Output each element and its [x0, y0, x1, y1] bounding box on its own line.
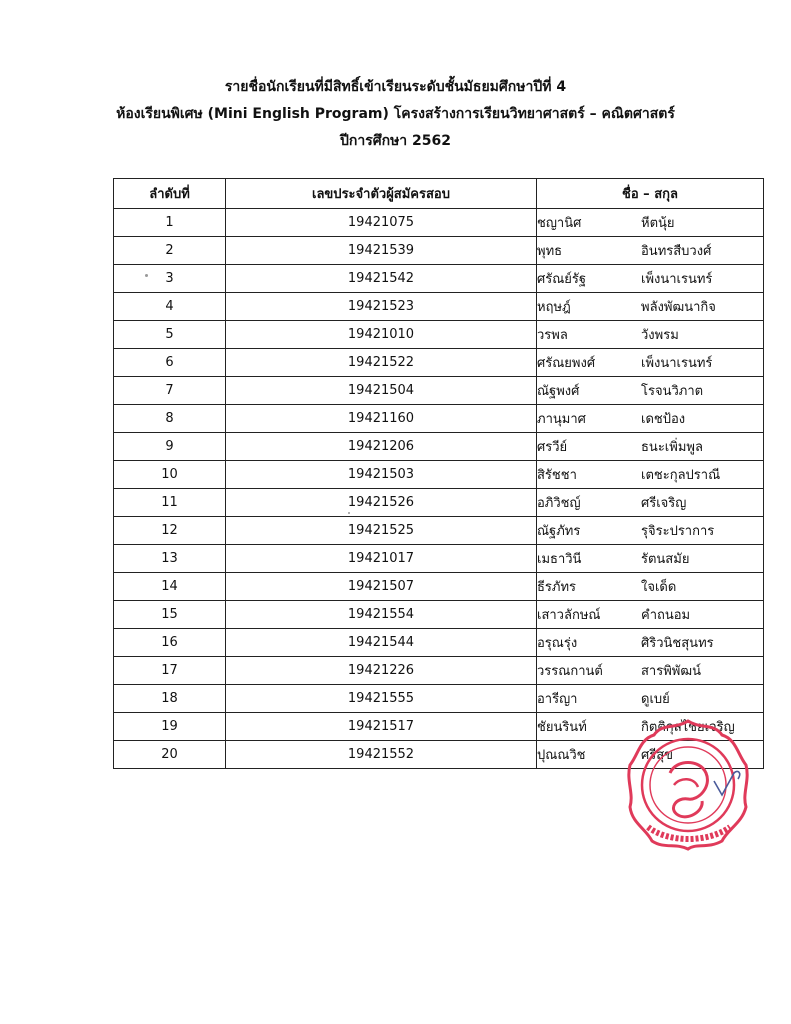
applicant-id: 19421522: [226, 349, 537, 377]
student-name: [537, 489, 764, 517]
last-name: เพ็งนาเรนทร์: [641, 356, 713, 371]
table-row: [114, 265, 764, 293]
student-name: [537, 657, 764, 685]
signature-icon: [714, 771, 740, 795]
table-row: [114, 433, 764, 461]
first-name: ศรัณยพงศ์: [537, 356, 596, 371]
row-number: 10: [114, 461, 226, 489]
row-number: 11: [114, 489, 226, 517]
document-title: รายชื่อนักเรียนที่มีสิทธิ์เข้าเรียนระดับชั้นมัธยมศึกษาปีที่ 4: [224, 79, 567, 95]
row-number: 14: [114, 573, 226, 601]
applicant-id: 19421504: [226, 377, 537, 405]
applicant-id: 19421206: [226, 433, 537, 461]
table-row: [114, 685, 764, 713]
applicant-id: 19421523: [226, 293, 537, 321]
row-number: 4: [114, 293, 226, 321]
row-number: 13: [114, 545, 226, 573]
first-name: สิรัชชา: [537, 468, 577, 483]
table-header-row: [114, 179, 764, 209]
row-number: 9: [114, 433, 226, 461]
first-name: หฤษฎ์: [537, 300, 571, 315]
table-row: [114, 405, 764, 433]
applicant-id: 19421554: [226, 601, 537, 629]
student-name: [537, 237, 764, 265]
last-name: รัตนสมัย: [641, 552, 690, 567]
table-row: [114, 237, 764, 265]
first-name: ชัยนรินท์: [537, 720, 587, 735]
last-name: ใจเด็ด: [641, 580, 677, 595]
row-number: 5: [114, 321, 226, 349]
column-header-applicant-id: เลขประจำตัวผู้สมัครสอบ: [226, 179, 537, 209]
last-name: ธนะเพิ่มพูล: [641, 440, 703, 455]
applicant-id: 19421226: [226, 657, 537, 685]
applicant-id: 19421503: [226, 461, 537, 489]
last-name: วังพรม: [641, 328, 679, 343]
first-name: วรพล: [537, 328, 568, 343]
row-number: 1: [114, 209, 226, 237]
table-row: [114, 377, 764, 405]
row-number: 20: [114, 741, 226, 769]
table-row: [114, 489, 764, 517]
last-name: เพ็งนาเรนทร์: [641, 272, 713, 287]
last-name: หีตนุ้ย: [641, 216, 675, 231]
last-name: สารพิพัฒน์: [641, 664, 701, 679]
school-seal-icon: [618, 715, 758, 855]
applicant-id: 19421160: [226, 405, 537, 433]
student-name: [537, 685, 764, 713]
applicant-id: 19421542: [226, 265, 537, 293]
student-name: [537, 433, 764, 461]
row-number: 16: [114, 629, 226, 657]
table-row: [114, 601, 764, 629]
applicant-id: 19421017: [226, 545, 537, 573]
row-number: 12: [114, 517, 226, 545]
row-number: 18: [114, 685, 226, 713]
student-name: [537, 629, 764, 657]
row-number: 6: [114, 349, 226, 377]
first-name: ภานุมาศ: [537, 412, 586, 427]
first-name: ศรวีย์: [537, 440, 568, 455]
table-row: [114, 517, 764, 545]
applicant-id: 19421075: [226, 209, 537, 237]
first-name: พุทธ: [537, 244, 563, 259]
student-name: [537, 321, 764, 349]
student-name: [537, 573, 764, 601]
column-header-full-name: ชื่อ – สกุล: [537, 179, 764, 209]
applicant-id: 19421517: [226, 713, 537, 741]
document-subtitle: ห้องเรียนพิเศษ (Mini English Program) โครงสร้างการเรียนวิทยาศาสตร์ – คณิตศาสตร์: [116, 106, 675, 122]
last-name: รุจิระปราการ: [641, 524, 715, 539]
student-name: [537, 461, 764, 489]
row-number: 2: [114, 237, 226, 265]
first-name: ชญานิศ: [537, 216, 582, 231]
last-name: เดชป้อง: [641, 412, 686, 427]
applicant-id: 19421552: [226, 741, 537, 769]
student-name: [537, 377, 764, 405]
student-name: [537, 601, 764, 629]
academic-year: ปีการศึกษา 2562: [339, 133, 452, 149]
last-name: ศิริวนิชสุนทร: [641, 636, 714, 651]
last-name: ศรีสุข: [641, 748, 674, 763]
scan-speck: [145, 274, 148, 277]
table-row: [114, 461, 764, 489]
table-row: [114, 657, 764, 685]
applicant-id: 19421539: [226, 237, 537, 265]
row-number: 7: [114, 377, 226, 405]
last-name: อินทรสืบวงศ์: [641, 244, 712, 259]
row-number: 15: [114, 601, 226, 629]
applicant-id: 19421507: [226, 573, 537, 601]
student-table: [113, 178, 764, 769]
table-row: [114, 573, 764, 601]
last-name: พลังพัฒนากิจ: [641, 300, 716, 315]
first-name: เสาวลักษณ์: [537, 608, 601, 623]
student-name: [537, 209, 764, 237]
first-name: ธีรภัทร: [537, 580, 577, 595]
table-row: [114, 629, 764, 657]
column-header-number: ลำดับที่: [114, 179, 226, 209]
last-name: คำถนอม: [641, 608, 691, 623]
last-name: ศรีเจริญ: [641, 496, 687, 511]
first-name: อภิวิชญ์: [537, 496, 581, 511]
student-name: [537, 293, 764, 321]
first-name: ศรัณย์รัฐ: [537, 272, 587, 287]
student-name: [537, 349, 764, 377]
first-name: อรุณรุ่ง: [537, 636, 578, 651]
student-name: [537, 265, 764, 293]
applicant-id: 19421555: [226, 685, 537, 713]
last-name: กิตติกุลไชยเจริญ: [641, 720, 735, 735]
last-name: เตชะกุลปราณี: [641, 468, 721, 483]
table-row: [114, 545, 764, 573]
first-name: อารีญา: [537, 692, 578, 707]
table-row: [114, 349, 764, 377]
table-row: [114, 321, 764, 349]
row-number: 8: [114, 405, 226, 433]
first-name: วรรณกานต์: [537, 664, 603, 679]
student-name: [537, 405, 764, 433]
scan-speck: [348, 512, 350, 514]
last-name: โรจนวิภาต: [641, 384, 704, 399]
first-name: ปุณณวิช: [537, 748, 586, 763]
applicant-id: 19421525: [226, 517, 537, 545]
applicant-id: 19421526: [226, 489, 537, 517]
first-name: เมธาวินี: [537, 552, 582, 567]
first-name: ณัฐพงศ์: [537, 384, 580, 399]
applicant-id: 19421544: [226, 629, 537, 657]
student-name: [537, 545, 764, 573]
last-name: ดูเบย์: [641, 692, 670, 707]
row-number: 17: [114, 657, 226, 685]
table-row: [114, 209, 764, 237]
document-header: [0, 74, 791, 155]
row-number: 19: [114, 713, 226, 741]
table-row: [114, 293, 764, 321]
first-name: ณัฐภัทร: [537, 524, 581, 539]
applicant-id: 19421010: [226, 321, 537, 349]
row-number: 3: [114, 265, 226, 293]
student-name: [537, 517, 764, 545]
